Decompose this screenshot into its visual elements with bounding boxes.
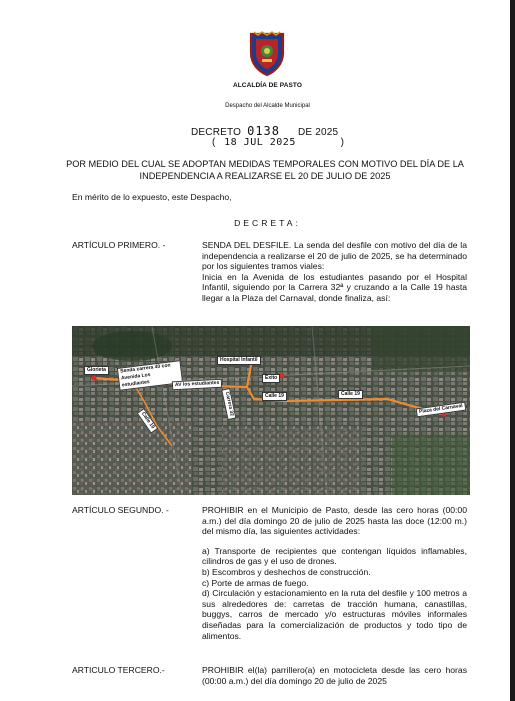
article-1-paragraph-1: SENDA DEL DESFILE. La senda del desfile con motivo del día de la independencia a realizarse el 20 de julio de 2025, se ha determinado por los siguientes tramos viales:: [202, 240, 467, 272]
date-paren-open: (: [212, 137, 216, 148]
article-3-text: [202, 665, 467, 686]
decree-prefix: DECRETO: [191, 127, 242, 138]
article-1-label: ARTÍCULO PRIMERO. -: [72, 240, 166, 250]
page-edge: [510, 0, 515, 701]
map-label-calle-diagonal: Calle 19: [137, 408, 159, 434]
article-2-item-c: c) Porte de armas de fuego.: [202, 577, 309, 588]
date-stamp: 18 JUL 2025: [224, 137, 296, 148]
map-label-carrera: Carrera 32: [221, 388, 236, 420]
satellite-map-image: [72, 326, 470, 495]
map-label-calle-a: Calle 19: [262, 392, 287, 401]
decree-number-line: [191, 124, 338, 138]
article-1-text: [202, 240, 467, 304]
office-name: Despacho del Alcalde Municipal: [225, 103, 310, 109]
decree-title: POR MEDIO DEL CUAL SE ADOPTAN MEDIDAS TEMPORALES CON MOTIVO DEL DÍA DE LA INDEPENDENCIA A REALIZARSE EL 20 DE JULIO DE 2025: [66, 159, 464, 181]
map-label-plaza: Plaza del Carnaval: [416, 402, 467, 418]
article-2-item-a: a) Transporte de recipientes que contengan líquidos inflamables, cilindros de gas y el uso de drones.: [202, 545, 467, 567]
article-2-label: ARTÍCULO SEGUNDO. -: [72, 505, 169, 515]
article-3-label: ARTICULO TERCERO.-: [72, 665, 165, 675]
map-label-av-estudiantes: AV los estudiantes: [172, 379, 223, 391]
map-label-calle-b: Calle 19: [338, 390, 363, 399]
date-paren-close: ): [340, 137, 344, 148]
alcaldia-crest-logo: [248, 31, 286, 77]
decree-date-line: [212, 137, 344, 148]
article-1-paragraph-2: Inicia en la Avenida de los estudiantes pasando por el Hospital Infantil, siguiendo por la Carrera 32ª y cruzando a la Calle 19 hasta llegar a la Plaza del Carnaval, donde finaliza, así:: [202, 271, 467, 303]
article-3-paragraph-1: PROHIBIR el(la) parrillero(a) en motocicleta desde las cero horas (00:00 a.m.) del día domingo 20 de julio de 2025: [202, 665, 467, 686]
map-label-hospital: Hospital Infantil: [217, 356, 261, 365]
article-2-item-b: b) Escombros y deshechos de construcción.: [202, 566, 371, 577]
article-2-paragraph-1: PROHIBIR en el Municipio de Pasto, desde las cero horas (00:00 a.m.) del día domingo 20 de julio de 2025 hasta las doce (12:00 m.) del mismo día, las siguientes actividades:: [202, 505, 467, 537]
map-label-glorieta: Glorieta: [84, 366, 109, 375]
parade-route-map: [72, 326, 470, 495]
map-label-senda: Senda carrera 40 con Avenida Los estudiantes: [117, 360, 183, 391]
map-label-exito: Éxito: [262, 374, 280, 383]
merit-statement: En mérito de lo expuesto, este Despacho,: [72, 192, 232, 202]
article-2-item-d: d) Circulación y estacionamiento en la ruta del desfile y 100 metros a sus alrededores de: carretas de tracción humana, canastillas, buggys, carros de mercado y/o estructuras móviles informales diseñadas para la comercialización de productos y todo tipo de alimentos.: [202, 588, 467, 641]
decree-year: DE 2025: [298, 127, 339, 138]
decree-number: 0138: [247, 124, 281, 138]
decreta-heading: DECRETA:: [234, 218, 301, 228]
article-2-text: [202, 505, 467, 641]
org-name: ALCALDÍA DE PASTO: [232, 82, 303, 89]
